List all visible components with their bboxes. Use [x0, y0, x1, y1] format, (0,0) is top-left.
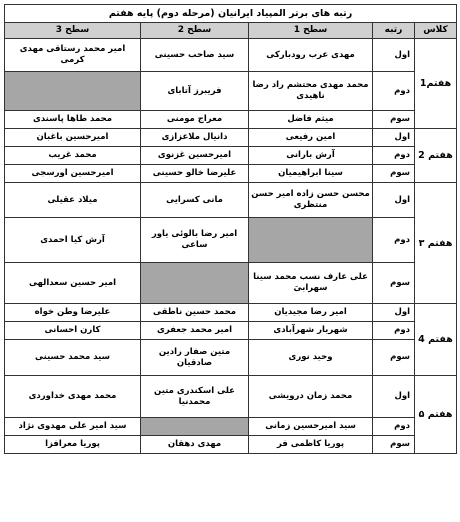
header-level3: سطح 3 — [5, 23, 141, 39]
ranking-sheet — [4, 4, 456, 520]
level3-cell: امیرحسین اورسجی — [5, 165, 141, 183]
table-row — [5, 147, 457, 165]
table-row — [5, 165, 457, 183]
level3-cell: سید امیر علی مهدوی نژاد — [5, 418, 141, 436]
table-row — [5, 183, 457, 218]
rank-cell: اول — [373, 129, 415, 147]
level3-cell: کارن احسانی — [5, 322, 141, 340]
level2-cell: دانیال ملاعزازی — [141, 129, 249, 147]
class-cell: هفتم ۳ — [415, 183, 457, 304]
level3-cell: محمد مهدی خداوردی — [5, 376, 141, 418]
level1-cell: محسن حسن زاده امیر حسن منتظری — [249, 183, 373, 218]
level1-cell: محمد مهدی محتشم راد رضا ناهیدی — [249, 72, 373, 111]
level2-cell: مهدی دهقان — [141, 436, 249, 454]
rank-cell: اول — [373, 304, 415, 322]
table-row — [5, 39, 457, 72]
level1-cell: آرش بارانی — [249, 147, 373, 165]
ranking-table — [4, 4, 457, 454]
table-row — [5, 129, 457, 147]
level3-cell: امیر حسین سعدالهی — [5, 263, 141, 304]
level2-cell: سید صاحب حسینی — [141, 39, 249, 72]
class-cell: هفتم1 — [415, 39, 457, 129]
header-rank: رتبه — [373, 23, 415, 39]
rank-cell: سوم — [373, 436, 415, 454]
level3-cell: محمد غریب — [5, 147, 141, 165]
table-row — [5, 72, 457, 111]
level2-cell: مانی کسرایی — [141, 183, 249, 218]
level2-cell: فریبرز آتابای — [141, 72, 249, 111]
level1-cell: سینا ابراهیمیان — [249, 165, 373, 183]
class-cell: هفتم 4 — [415, 304, 457, 376]
header-row — [5, 23, 457, 39]
level2-cell: علیرضا خالو حسینی — [141, 165, 249, 183]
rank-cell: دوم — [373, 147, 415, 165]
rank-cell: سوم — [373, 111, 415, 129]
level1-cell: شهریار شهرآبادی — [249, 322, 373, 340]
level2-cell: معراج مومنی — [141, 111, 249, 129]
level3-cell: امیرحسین باغبان — [5, 129, 141, 147]
level1-cell: امین رفیعی — [249, 129, 373, 147]
table-row — [5, 376, 457, 418]
level2-cell: امیر رضا بالوئی یاور ساعی — [141, 218, 249, 263]
level1-cell: میثم فاضل — [249, 111, 373, 129]
class-cell: هفتم ۵ — [415, 376, 457, 454]
rank-cell: دوم — [373, 418, 415, 436]
rank-cell: دوم — [373, 322, 415, 340]
level2-cell: متین صفار رادین صادقیان — [141, 340, 249, 376]
table-row — [5, 304, 457, 322]
rank-cell: اول — [373, 376, 415, 418]
rank-cell: دوم — [373, 72, 415, 111]
level3-cell: پوریا معرافزا — [5, 436, 141, 454]
level1-cell: وحید نوری — [249, 340, 373, 376]
title-row — [5, 5, 457, 23]
table-row — [5, 340, 457, 376]
level1-cell: علی عارف نسب محمد سینا سهرابیَ — [249, 263, 373, 304]
table-row — [5, 322, 457, 340]
empty-cell — [249, 218, 373, 263]
level2-cell: امیرحسین غزنوی — [141, 147, 249, 165]
rank-cell: دوم — [373, 218, 415, 263]
empty-cell — [5, 72, 141, 111]
table-title: رتبه های برتر المپیاد ایرانیان (مرحله دوم) پایه هفتم — [5, 5, 457, 23]
table-row — [5, 263, 457, 304]
level1-cell: سید امیرحسین زمانی — [249, 418, 373, 436]
level3-cell: امیر محمد رستاقی مهدی کرمی — [5, 39, 141, 72]
level2-cell: امیر محمد جعفری — [141, 322, 249, 340]
table-row — [5, 436, 457, 454]
level1-cell: مهدی عرب رودبارکی — [249, 39, 373, 72]
empty-cell — [141, 263, 249, 304]
table-row — [5, 218, 457, 263]
level3-cell: آرش کیا احمدی — [5, 218, 141, 263]
level3-cell: سید محمد حسینی — [5, 340, 141, 376]
class-cell: هفتم 2 — [415, 129, 457, 183]
header-level2: سطح 2 — [141, 23, 249, 39]
empty-cell — [141, 418, 249, 436]
table-row — [5, 418, 457, 436]
level3-cell: محمد طاها پاسندی — [5, 111, 141, 129]
level1-cell: پوریا کاظمی فر — [249, 436, 373, 454]
rank-cell: سوم — [373, 263, 415, 304]
header-level1: سطح 1 — [249, 23, 373, 39]
level3-cell: میلاد عقیلی — [5, 183, 141, 218]
header-class: کلاس — [415, 23, 457, 39]
rank-cell: اول — [373, 39, 415, 72]
level1-cell: امیر رضا مجیدیان — [249, 304, 373, 322]
level2-cell: علی اسکندری متین محمدنیا — [141, 376, 249, 418]
table-row — [5, 111, 457, 129]
level2-cell: محمد حسین ناطقی — [141, 304, 249, 322]
level1-cell: محمد زمان درویشی — [249, 376, 373, 418]
rank-cell: اول — [373, 183, 415, 218]
level3-cell: علیرضا وطن خواه — [5, 304, 141, 322]
rank-cell: سوم — [373, 165, 415, 183]
rank-cell: سوم — [373, 340, 415, 376]
